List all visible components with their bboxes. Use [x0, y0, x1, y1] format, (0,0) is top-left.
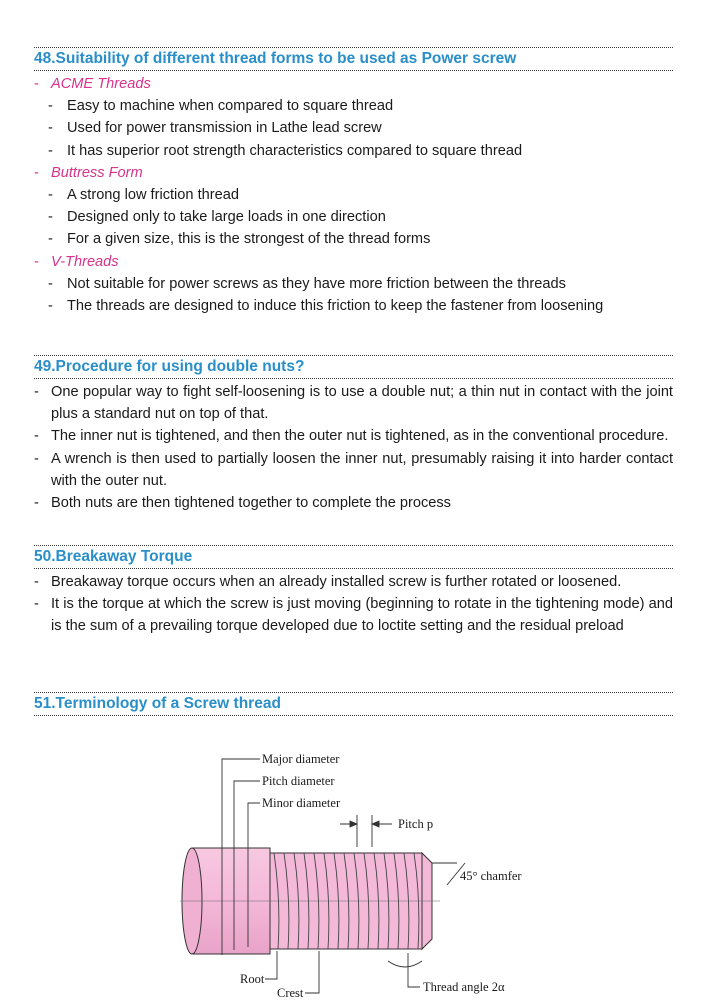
label-chamfer: 45° chamfer	[460, 869, 522, 883]
list-item-text: The threads are designed to induce this friction to keep the fastener from loosening	[67, 298, 604, 315]
label-thread-angle: Thread angle 2α	[423, 980, 505, 994]
list-item-text: For a given size, this is the strongest of the thread forms	[67, 231, 431, 248]
list-item: - It has superior root strength characteristics compared to square thread	[48, 142, 523, 159]
list-item-text: Easy to machine when compared to square thread	[67, 98, 394, 115]
list-item: - One popular way to fight self-loosening is to use a double nut; a thin nut in contact with the joint plus a standard nut on top of that.	[34, 384, 673, 423]
list-item: - The inner nut is tightened, and then the outer nut is tightened, as in the conventional procedure.	[34, 428, 669, 445]
list-item-text: Breakaway torque occurs when an already installed screw is further rotated or loosened.	[51, 574, 622, 590]
list-item: - For a given size, this is the strongest of the thread forms	[48, 231, 431, 248]
label-root: Root	[240, 972, 265, 986]
list-item: - It is the torque at which the screw is just moving (beginning to rotate in the tightening mode) and is the sum of a prevailing torque developed due to loctite setting and the residual preload	[34, 596, 673, 635]
label-minor-diameter: Minor diameter	[262, 796, 341, 810]
list-item: - Both nuts are then tightened together to complete the process	[34, 495, 451, 512]
list-item-text: One popular way to fight self-loosening is to use a double nut; a thin nut in contact with the joint plus a standard nut on top of that.	[51, 384, 673, 423]
subheading-buttress-label: Buttress Form	[51, 164, 143, 181]
list-item-text: It is the torque at which the screw is just moving (beginning to rotate in the tightening mode) and is the sum of a prevailing torque developed due to loctite setting and the residual preload	[51, 596, 673, 635]
list-item-text: A strong low friction thread	[67, 187, 239, 204]
section-51-title: 51.Terminology of a Screw thread	[34, 692, 673, 716]
list-item-text: Used for power transmission in Lathe lead screw	[67, 120, 382, 137]
list-item: - Designed only to take large loads in one direction	[48, 209, 386, 226]
list-item-text: Not suitable for power screws as they have more friction between the threads	[67, 275, 566, 292]
section-50-title: 50.Breakaway Torque	[34, 545, 673, 569]
section-48-title: 48.Suitability of different thread forms to be used as Power screw	[34, 47, 673, 71]
list-item-text: It has superior root strength characteristics compared to square thread	[67, 142, 523, 159]
section-50	[34, 545, 673, 638]
list-item: - Easy to machine when compared to square thread	[48, 98, 394, 115]
list-item: - A wrench is then used to partially loosen the inner nut, presumably raising it into harder contact with the outer nut.	[34, 450, 673, 489]
subheading-acme: - ACME Threads	[34, 76, 151, 92]
list-item-text: The inner nut is tightened, and then the outer nut is tightened, as in the conventional procedure.	[51, 428, 669, 445]
list-item: - Breakaway torque occurs when an already installed screw is further rotated or loosened.	[34, 574, 622, 590]
list-item: - Used for power transmission in Lathe lead screw	[48, 120, 382, 137]
section-49-title: 49.Procedure for using double nuts?	[34, 355, 673, 379]
subheading-acme-label: ACME Threads	[51, 76, 151, 92]
section-48	[34, 47, 673, 317]
list-item-text: A wrench is then used to partially loosen the inner nut, presumably raising it into harder contact with the outer nut.	[51, 450, 673, 489]
list-item-text: Both nuts are then tightened together to complete the process	[51, 495, 451, 512]
subheading-vthreads-label: V-Threads	[51, 253, 119, 270]
label-crest: Crest	[277, 986, 304, 1000]
list-item: - The threads are designed to induce this friction to keep the fastener from loosening	[48, 298, 604, 315]
list-item: - A strong low friction thread	[48, 187, 239, 204]
label-pitch: Pitch p	[398, 817, 434, 831]
label-major-diameter: Major diameter	[262, 752, 340, 766]
list-item-text: Designed only to take large loads in one direction	[67, 209, 386, 226]
section-51	[34, 692, 673, 716]
subheading-vthreads: - V-Threads	[34, 253, 119, 270]
screw-thread-diagram	[0, 735, 707, 1005]
label-pitch-diameter: Pitch diameter	[262, 774, 335, 788]
list-item: - Not suitable for power screws as they have more friction between the threads	[48, 275, 566, 292]
subheading-buttress: - Buttress Form	[34, 164, 143, 181]
section-49	[34, 355, 673, 514]
